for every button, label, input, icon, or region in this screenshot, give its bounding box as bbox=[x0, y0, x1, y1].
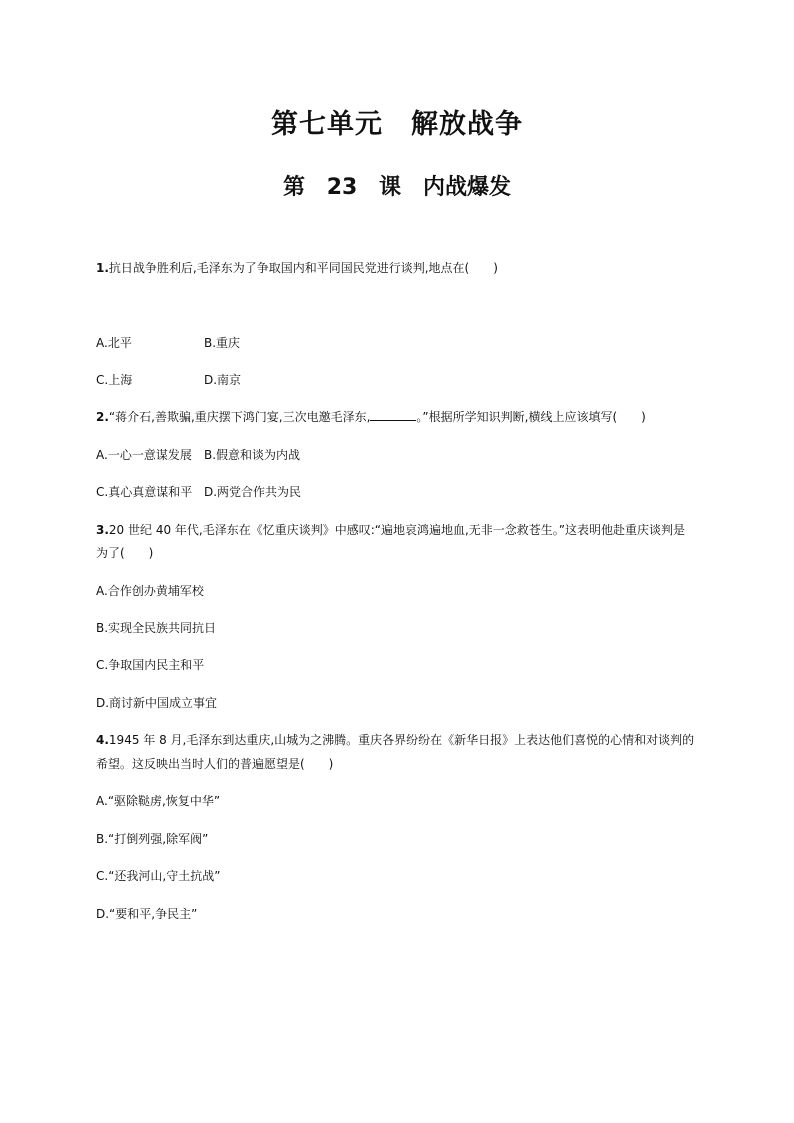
question-2-options-row-2 bbox=[96, 484, 302, 500]
option-a[interactable]: A.一心一意谋发展 bbox=[96, 448, 192, 462]
question-3-option-c[interactable]: C.争取国内民主和平 bbox=[96, 658, 205, 672]
option-a[interactable]: A.北平 bbox=[96, 336, 132, 350]
question-3-option-d[interactable]: D.商讨新中国成立事宜 bbox=[96, 696, 218, 710]
option-c[interactable]: C.上海 bbox=[96, 373, 133, 387]
question-3-option-a[interactable]: A.合作创办黄埔军校 bbox=[96, 584, 204, 598]
unit-title: 第七单元 解放战争 bbox=[271, 109, 523, 140]
question-text: “蒋介石,善欺骗,重庆摆下鸿门宴,三次电邀毛泽东, bbox=[108, 410, 371, 424]
question-2-options-row-1 bbox=[96, 447, 301, 463]
option-c[interactable]: C.真心真意谋和平 bbox=[96, 485, 193, 499]
option-b[interactable]: B.假意和谈为内战 bbox=[204, 448, 301, 462]
option-d[interactable]: D.南京 bbox=[204, 373, 242, 387]
question-1-options-row-1 bbox=[96, 335, 241, 351]
question-4-stem-line-2: 希望。这反映出当时人们的普遍愿望是( ) bbox=[96, 757, 334, 771]
question-number: 1. bbox=[96, 261, 109, 275]
question-4-option-d[interactable]: D.“要和平,争民主” bbox=[96, 907, 198, 921]
question-text: 。”根据所学知识判断,横线上应该填写( ) bbox=[416, 410, 646, 424]
question-text: 1945 年 8 月,毛泽东到达重庆,山城为之沸腾。重庆各界纷纷在《新华日报》上表达他们喜悦的心情和对谈判的 bbox=[108, 733, 695, 747]
question-1-options-row-2 bbox=[96, 372, 242, 388]
option-d[interactable]: D.两党合作共为民 bbox=[204, 485, 302, 499]
question-2-stem bbox=[96, 409, 646, 425]
lesson-title: 第 23 课 内战爆发 bbox=[283, 175, 511, 200]
question-4-option-c[interactable]: C.“还我河山,守土抗战” bbox=[96, 869, 221, 883]
fill-blank bbox=[370, 409, 416, 421]
question-4-option-a[interactable]: A.“驱除鞑虏,恢复中华” bbox=[96, 794, 221, 808]
question-3-stem-line-1 bbox=[96, 522, 685, 538]
question-text: 抗日战争胜利后,毛泽东为了争取国内和平同国民党进行谈判,地点在( ) bbox=[108, 261, 498, 275]
option-b[interactable]: B.重庆 bbox=[204, 336, 241, 350]
question-number: 2. bbox=[96, 410, 109, 424]
question-number: 3. bbox=[96, 523, 109, 537]
question-number: 4. bbox=[96, 733, 109, 747]
question-text: 20 世纪 40 年代,毛泽东在《忆重庆谈判》中感叹:“遍地哀鸿遍地血,无非一念救苍生。”这表明他赴重庆谈判是 bbox=[108, 523, 686, 537]
question-1-stem bbox=[96, 260, 498, 276]
question-4-stem-line-1 bbox=[96, 732, 694, 748]
question-3-option-b[interactable]: B.实现全民族共同抗日 bbox=[96, 621, 217, 635]
question-4-option-b[interactable]: B.“打倒列强,除军阀” bbox=[96, 832, 209, 846]
question-3-stem-line-2: 为了( ) bbox=[96, 546, 154, 560]
